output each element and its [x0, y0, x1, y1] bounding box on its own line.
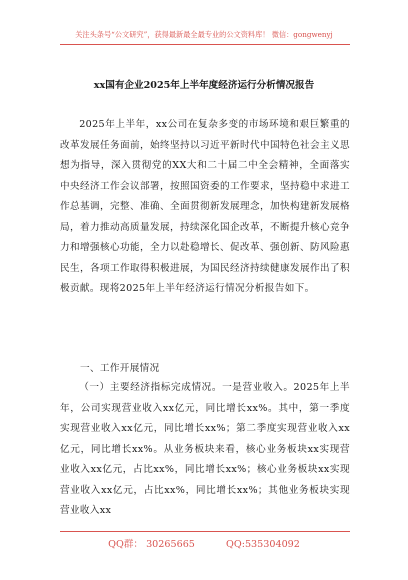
footer-divider	[60, 531, 350, 532]
footer-qq-group: QQ群： 30265665	[108, 539, 195, 550]
document-title: xx国有企业2025年上半年度经济运行分析情况报告	[93, 80, 315, 91]
intro-paragraph: 2025年上半年，xx公司在复杂多变的市场环境和艰巨繁重的改革发展任务面前，始终坚持以习近平新时代中国特色社会主义思想为指导，深入贯彻党的XX大和二十届二中全会精神，全面落实中央经济工作会议部署，按照国资委的工作要求，坚持稳中求进工作总基调，完整、准确、全面贯彻新发展理念，加快构建新发展格局，着力推动高质量发展，持续深化国企改革，不断提升核心竞争力和增强核心功能，全力以赴稳增长、促改革、强创新、防风险惠民生，各项工作取得积极进展，为国民经济持续健康发展作出了积极贡献。现将2025年上半年经济运行情况分析报告如下。	[60, 119, 350, 294]
header-divider	[60, 44, 350, 45]
footer	[0, 536, 408, 550]
section-paragraph: （一）主要经济指标完成情况。一是营业收入。2025年上半年，公司实现营业收入xx亿元，同比增长xx%。其中，第一季度实现营业收入xx亿元，同比增长xx%；第二季度实现营业收入xx亿元，同比增长xx%。从业务板块来看，核心业务板块xx实现营业收入xx亿元，占比xx%，同比增长xx%；核心业务板块xx实现营业收入xx亿元，占比xx%，同比增长xx%；其他业务板块实现营业收入xx	[60, 382, 350, 516]
footer-qq: QQ:535304092	[225, 539, 300, 550]
section-heading: 一、工作开展情况	[80, 363, 160, 374]
header-banner: 关注头条号“公文研究”，获得最新最全最专业的公文资料库！ 微信：gongwenyj	[75, 30, 333, 39]
section-paragraph-block	[60, 378, 350, 522]
intro-paragraph-block	[60, 115, 350, 300]
